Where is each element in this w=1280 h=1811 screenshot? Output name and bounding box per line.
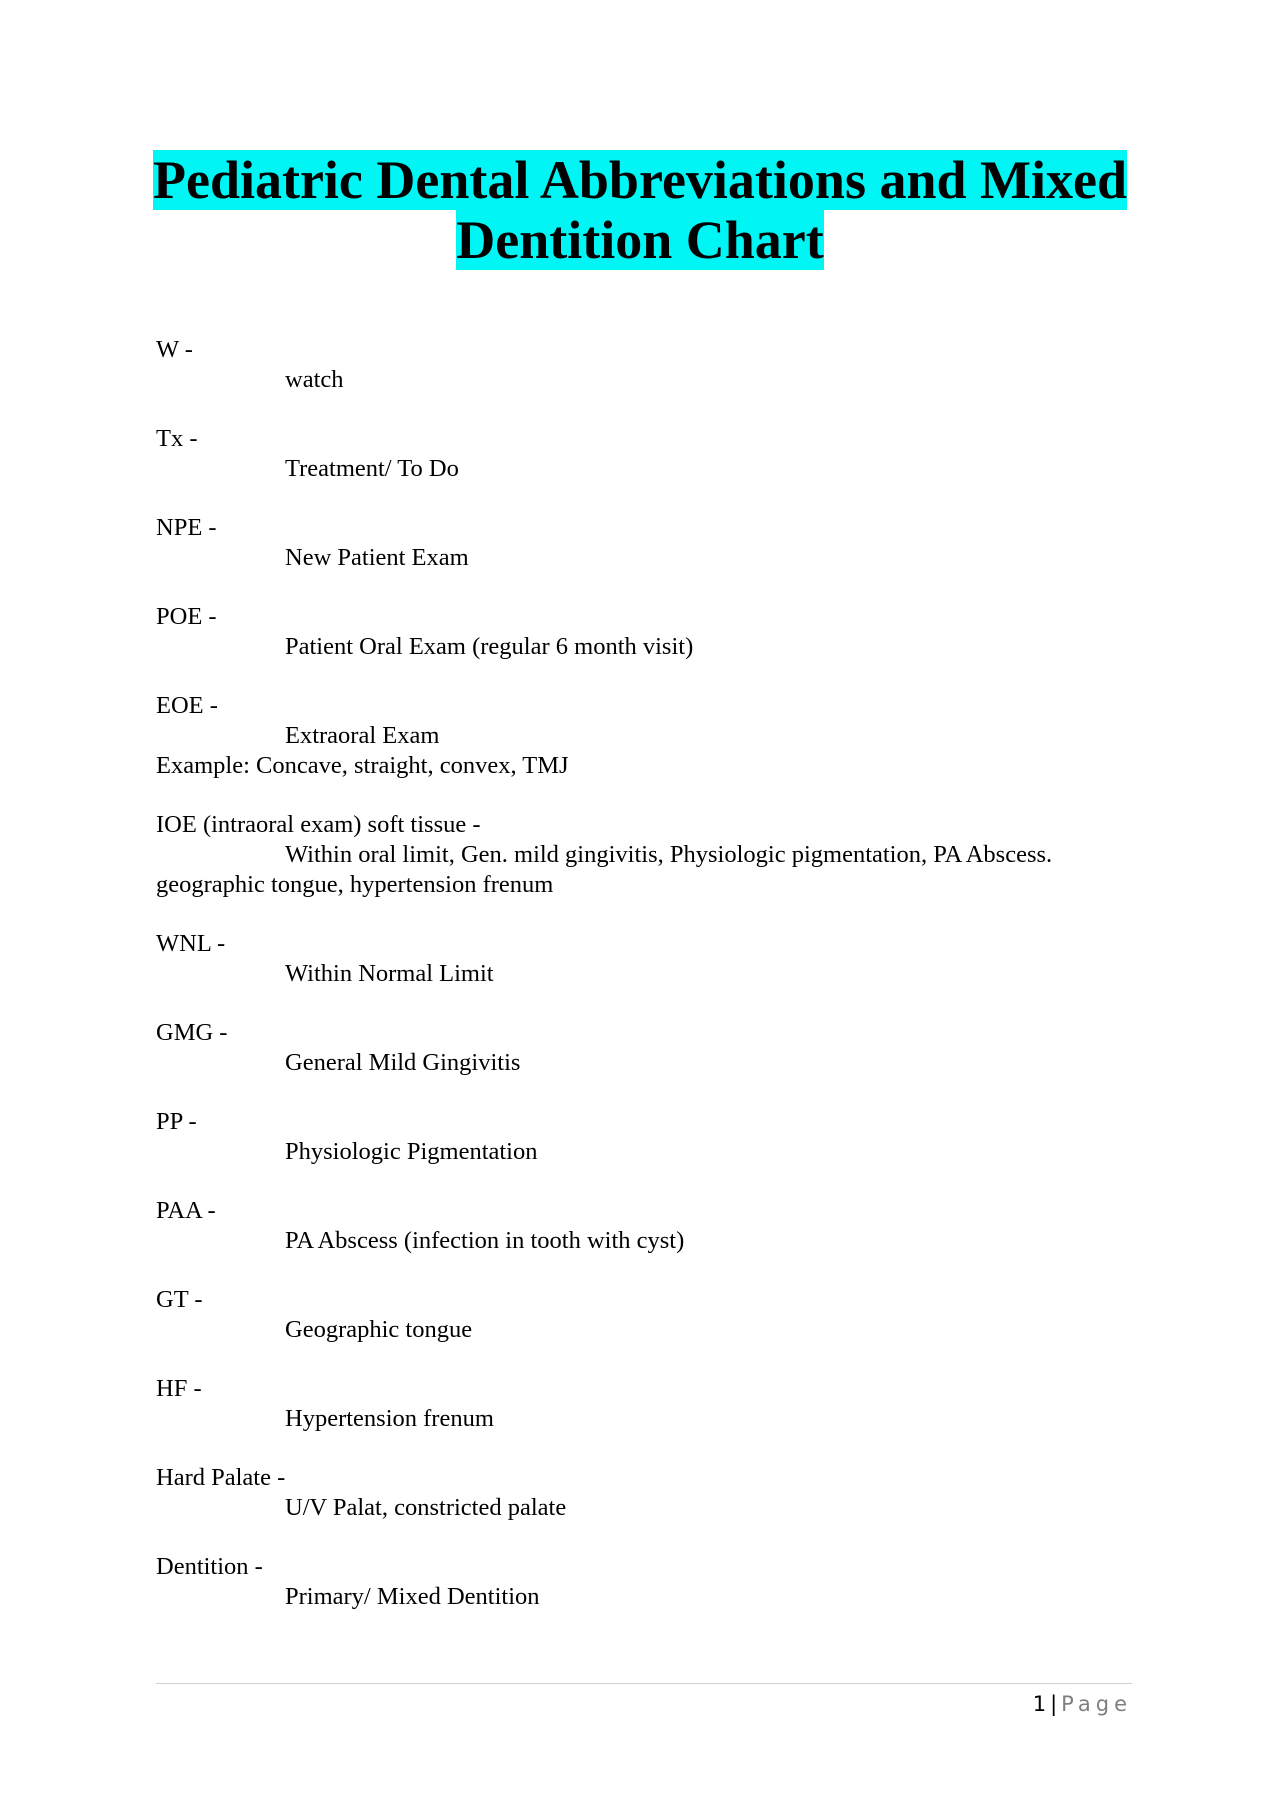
page-title-text: Pediatric Dental Abbreviations and Mixed Dentition Chart xyxy=(152,150,1127,270)
abbreviation-term: POE - xyxy=(156,603,217,630)
abbreviation-term: Hard Palate - xyxy=(156,1464,286,1491)
abbreviation-term: Tx - xyxy=(156,425,198,452)
abbreviation-definition: U/V Palat, constricted palate xyxy=(285,1494,567,1521)
list-item xyxy=(156,1463,1116,1523)
abbreviation-definition: PA Abscess (infection in tooth with cyst) xyxy=(285,1227,685,1254)
page-label: Page xyxy=(1061,1692,1132,1716)
abbreviation-term: EOE - xyxy=(156,692,218,719)
abbreviation-definition: Primary/ Mixed Dentition xyxy=(285,1583,540,1610)
list-item xyxy=(156,929,1116,989)
abbreviation-term: Dentition - xyxy=(156,1553,263,1580)
abbreviation-term: PAA - xyxy=(156,1197,216,1224)
abbreviation-term: W - xyxy=(156,336,193,363)
abbreviation-example: Example: Concave, straight, convex, TMJ xyxy=(156,752,569,779)
abbreviation-term: HF - xyxy=(156,1375,202,1402)
abbreviation-term: NPE - xyxy=(156,514,217,541)
list-item xyxy=(156,513,1116,573)
abbreviation-definition: Patient Oral Exam (regular 6 month visit) xyxy=(285,633,694,660)
abbreviation-definition: Within Normal Limit xyxy=(285,960,494,987)
abbreviation-list xyxy=(156,335,1116,1641)
list-item xyxy=(156,810,1116,900)
footer-divider xyxy=(156,1683,1132,1684)
page-number: 1 xyxy=(1032,1692,1047,1716)
abbreviation-definition: Within oral limit, Gen. mild gingivitis, Physiologic pigmentation, PA Abscess. xyxy=(285,841,1053,868)
page-title xyxy=(150,150,1130,270)
abbreviation-continuation: geographic tongue, hypertension frenum xyxy=(156,871,554,898)
list-item xyxy=(156,1552,1116,1612)
abbreviation-term: GT - xyxy=(156,1286,203,1313)
abbreviation-term: PP - xyxy=(156,1108,197,1135)
abbreviation-definition: Physiologic Pigmentation xyxy=(285,1138,538,1165)
list-item xyxy=(156,1285,1116,1345)
abbreviation-definition: Extraoral Exam xyxy=(285,722,440,749)
list-item xyxy=(156,1107,1116,1167)
list-item xyxy=(156,1196,1116,1256)
abbreviation-definition: General Mild Gingivitis xyxy=(285,1049,521,1076)
abbreviation-term: WNL - xyxy=(156,930,226,957)
list-item xyxy=(156,424,1116,484)
page-footer xyxy=(1033,1690,1132,1718)
list-item xyxy=(156,691,1116,781)
list-item xyxy=(156,335,1116,395)
abbreviation-definition: New Patient Exam xyxy=(285,544,469,571)
abbreviation-definition: watch xyxy=(285,366,344,393)
abbreviation-term: IOE (intraoral exam) soft tissue - xyxy=(156,811,481,838)
list-item xyxy=(156,602,1116,662)
abbreviation-term: GMG - xyxy=(156,1019,228,1046)
footer-separator: | xyxy=(1050,1692,1058,1716)
abbreviation-definition: Treatment/ To Do xyxy=(285,455,459,482)
abbreviation-definition: Hypertension frenum xyxy=(285,1405,494,1432)
list-item xyxy=(156,1018,1116,1078)
abbreviation-definition: Geographic tongue xyxy=(285,1316,473,1343)
list-item xyxy=(156,1374,1116,1434)
